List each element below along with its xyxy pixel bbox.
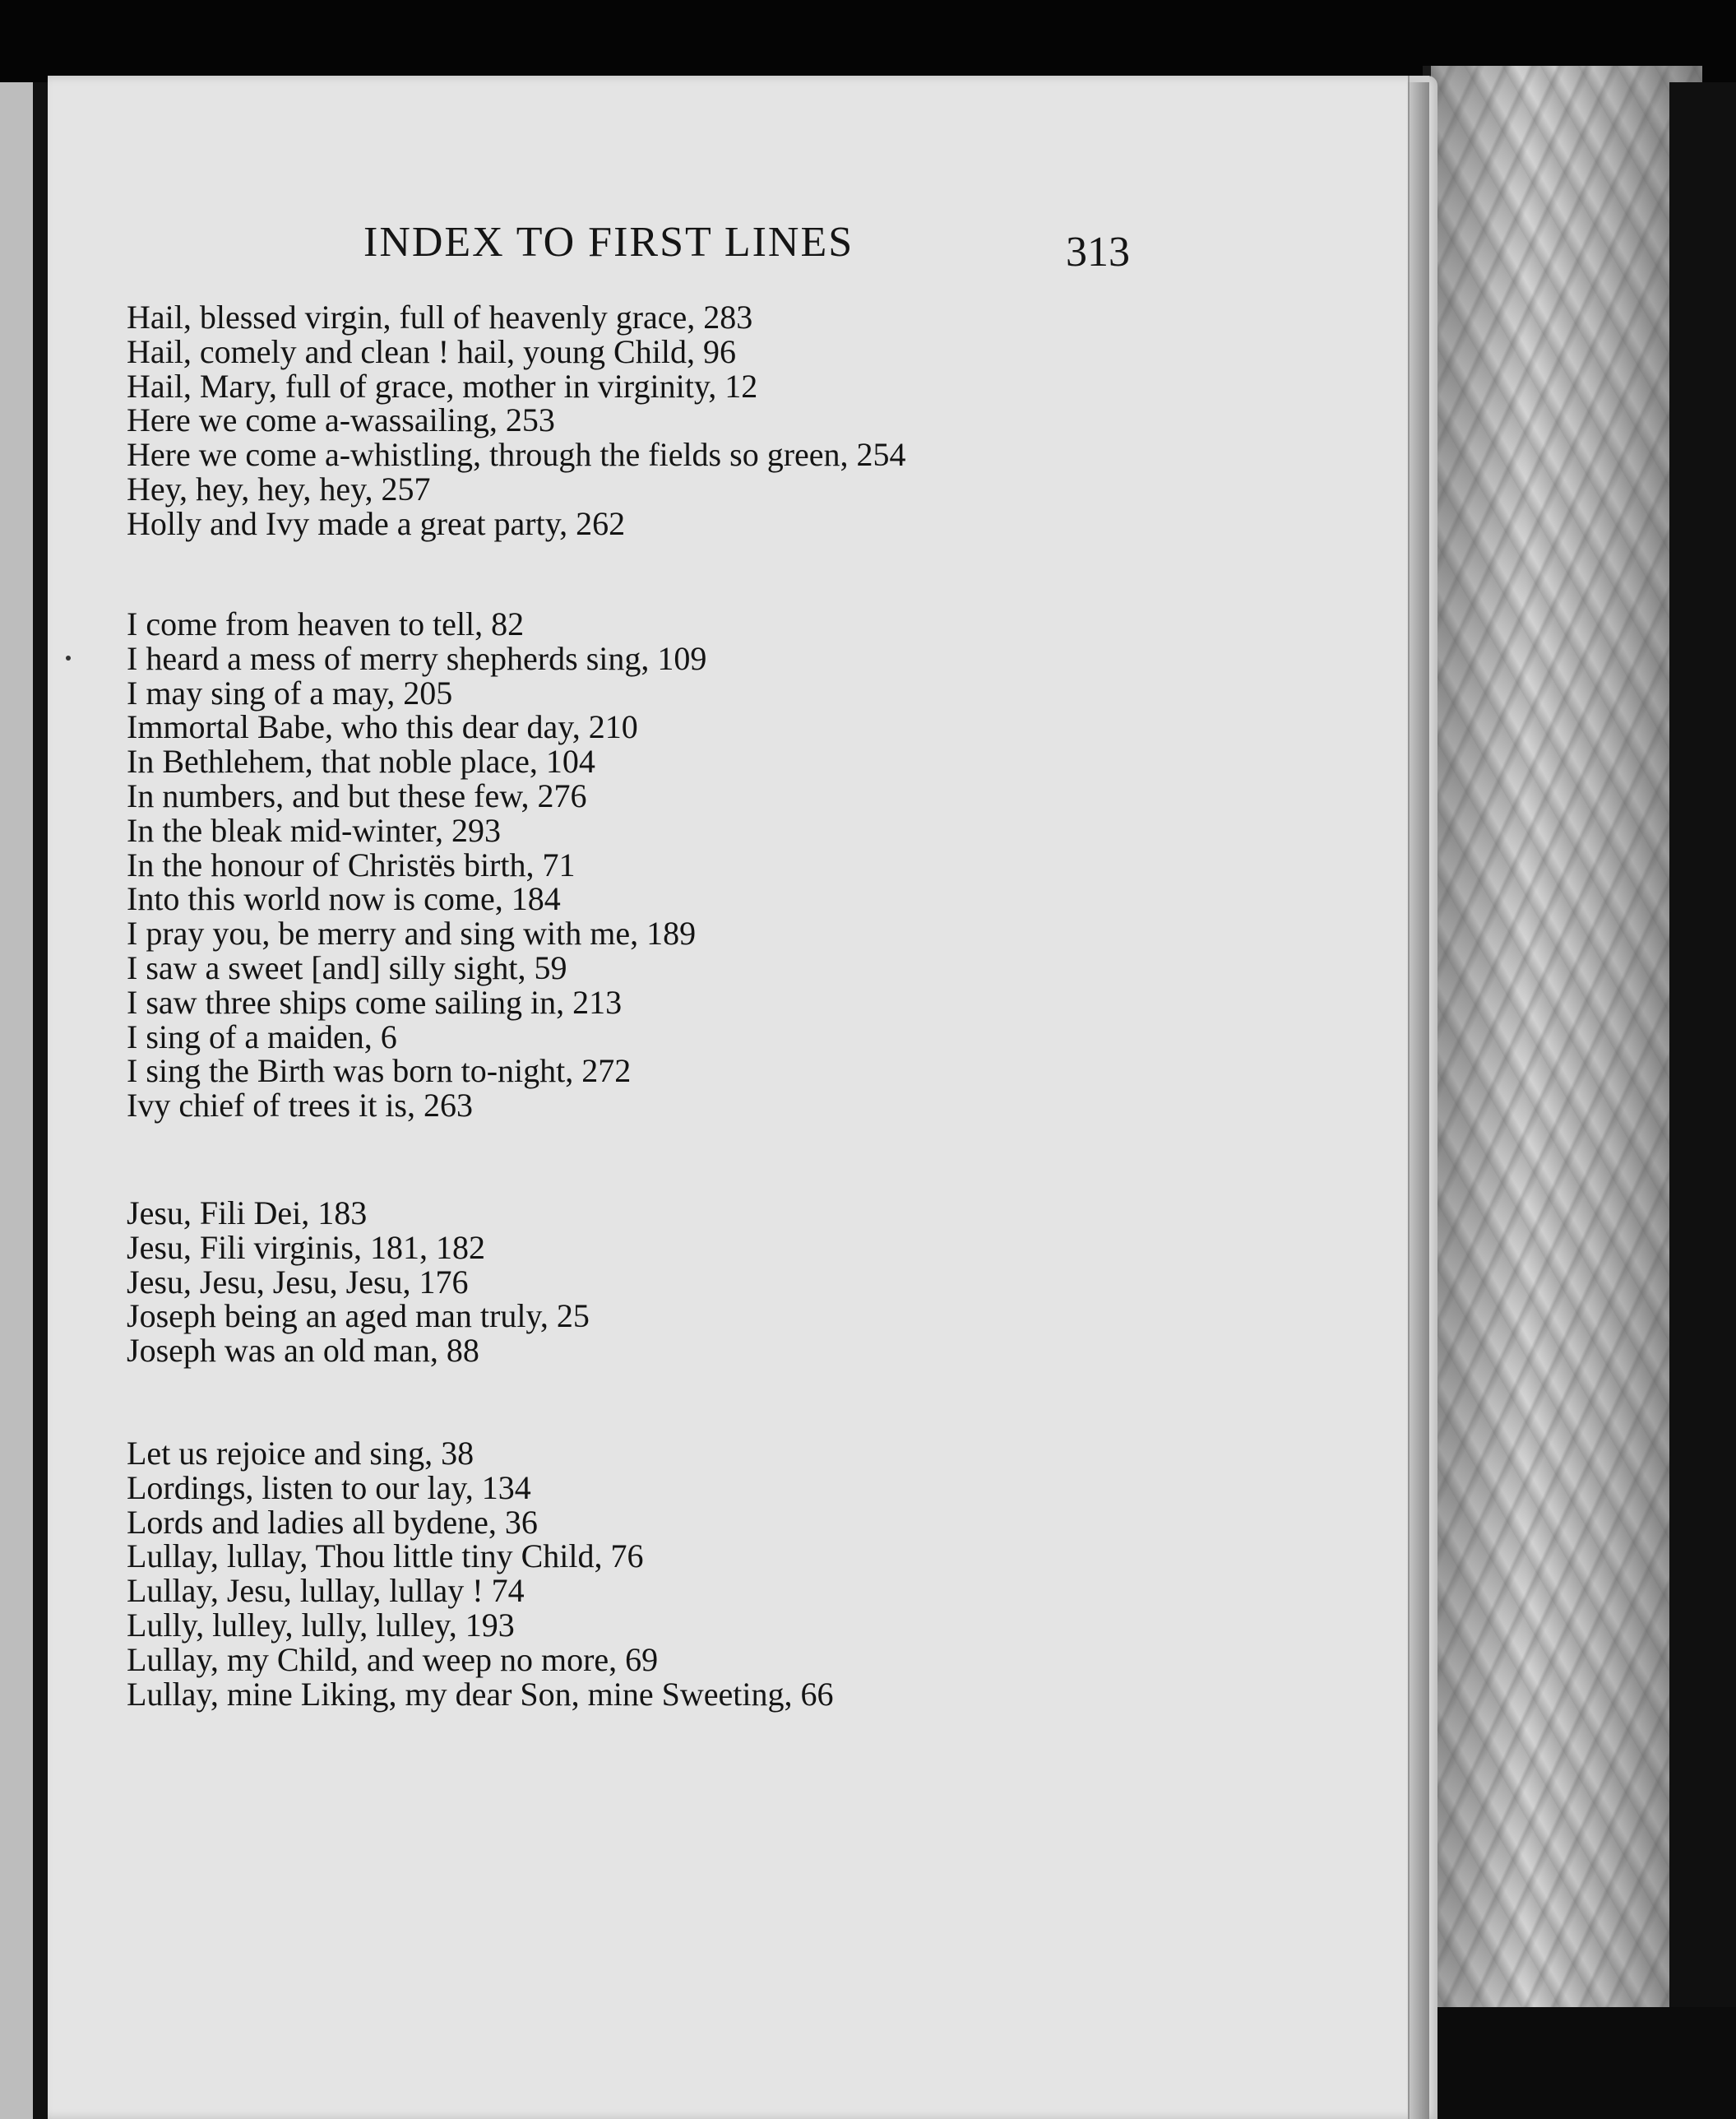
index-entry: Lordings, listen to our lay, 134 — [127, 1468, 531, 1506]
index-entry: I may sing of a may, 205 — [127, 674, 453, 712]
index-entry: Here we come a-whistling, through the fields so green, 254 — [127, 436, 906, 474]
index-entry: Let us rejoice and sing, 38 — [127, 1435, 475, 1472]
index-entry: I pray you, be merry and sing with me, 189 — [127, 915, 697, 953]
index-entry: Lullay, Jesu, lullay, lullay ! 74 — [127, 1572, 525, 1610]
marbled-endpaper — [1423, 66, 1702, 2048]
page-shadow — [1406, 82, 1429, 2119]
facing-page-edge — [0, 82, 33, 2119]
index-entry: Into this world now is come, 184 — [127, 880, 561, 918]
index-entry: In the bleak mid-winter, 293 — [127, 811, 501, 849]
index-entry: I sing of a maiden, 6 — [127, 1018, 397, 1055]
index-entry: In numbers, and but these few, 276 — [127, 777, 587, 814]
index-entry: Lullay, my Child, and weep no more, 69 — [127, 1640, 659, 1678]
scan-background-right — [1669, 82, 1736, 2119]
index-entry: Joseph was an old man, 88 — [127, 1332, 479, 1370]
index-entry: Jesu, Fili virginis, 181, 182 — [127, 1228, 485, 1266]
index-entry: Here we come a-wassailing, 253 — [127, 401, 555, 439]
scan-background-bottom — [1423, 2007, 1736, 2119]
index-entry: In Bethlehem, that noble place, 104 — [127, 743, 595, 781]
index-entry: I sing the Birth was born to-night, 272 — [127, 1052, 632, 1090]
index-entry: Hey, hey, hey, hey, 257 — [127, 470, 431, 508]
page-number: 313 — [1066, 229, 1130, 276]
index-entry: Hail, Mary, full of grace, mother in virginity, 12 — [127, 367, 758, 405]
index-entry: I heard a mess of merry shepherds sing, 109 — [127, 639, 707, 677]
index-section-l — [127, 1436, 834, 1711]
index-entry: In the honour of Christës birth, 71 — [127, 846, 576, 883]
ink-speck — [66, 656, 71, 661]
index-entry: Lully, lulley, lully, lulley, 193 — [127, 1606, 515, 1644]
index-entry: Joseph being an aged man truly, 25 — [127, 1297, 590, 1335]
index-entry: Jesu, Jesu, Jesu, Jesu, 176 — [127, 1263, 469, 1301]
index-entry: Hail, blessed virgin, full of heavenly grace, 283 — [127, 299, 753, 336]
index-entry: I saw three ships come sailing in, 213 — [127, 983, 623, 1021]
index-section-j — [127, 1196, 590, 1368]
index-section-i — [127, 607, 706, 1123]
running-title: INDEX TO FIRST LINES — [363, 219, 854, 266]
index-entry: Lords and ladies all bydene, 36 — [127, 1503, 538, 1541]
index-entry: Jesu, Fili Dei, 183 — [127, 1194, 368, 1231]
index-entry: Ivy chief of trees it is, 263 — [127, 1087, 473, 1124]
index-section-h — [127, 300, 906, 541]
index-entry: Lullay, lullay, Thou little tiny Child, 76 — [127, 1537, 644, 1575]
index-entry: Lullay, mine Liking, my dear Son, mine Sweeting, 66 — [127, 1675, 834, 1713]
index-entry: Holly and Ivy made a great party, 262 — [127, 504, 626, 542]
index-entry: I saw a sweet [and] silly sight, 59 — [127, 948, 567, 986]
index-entry: Immortal Babe, who this dear day, 210 — [127, 708, 638, 746]
index-entry: Hail, comely and clean ! hail, young Child, 96 — [127, 332, 736, 370]
index-entry: I come from heaven to tell, 82 — [127, 605, 525, 642]
